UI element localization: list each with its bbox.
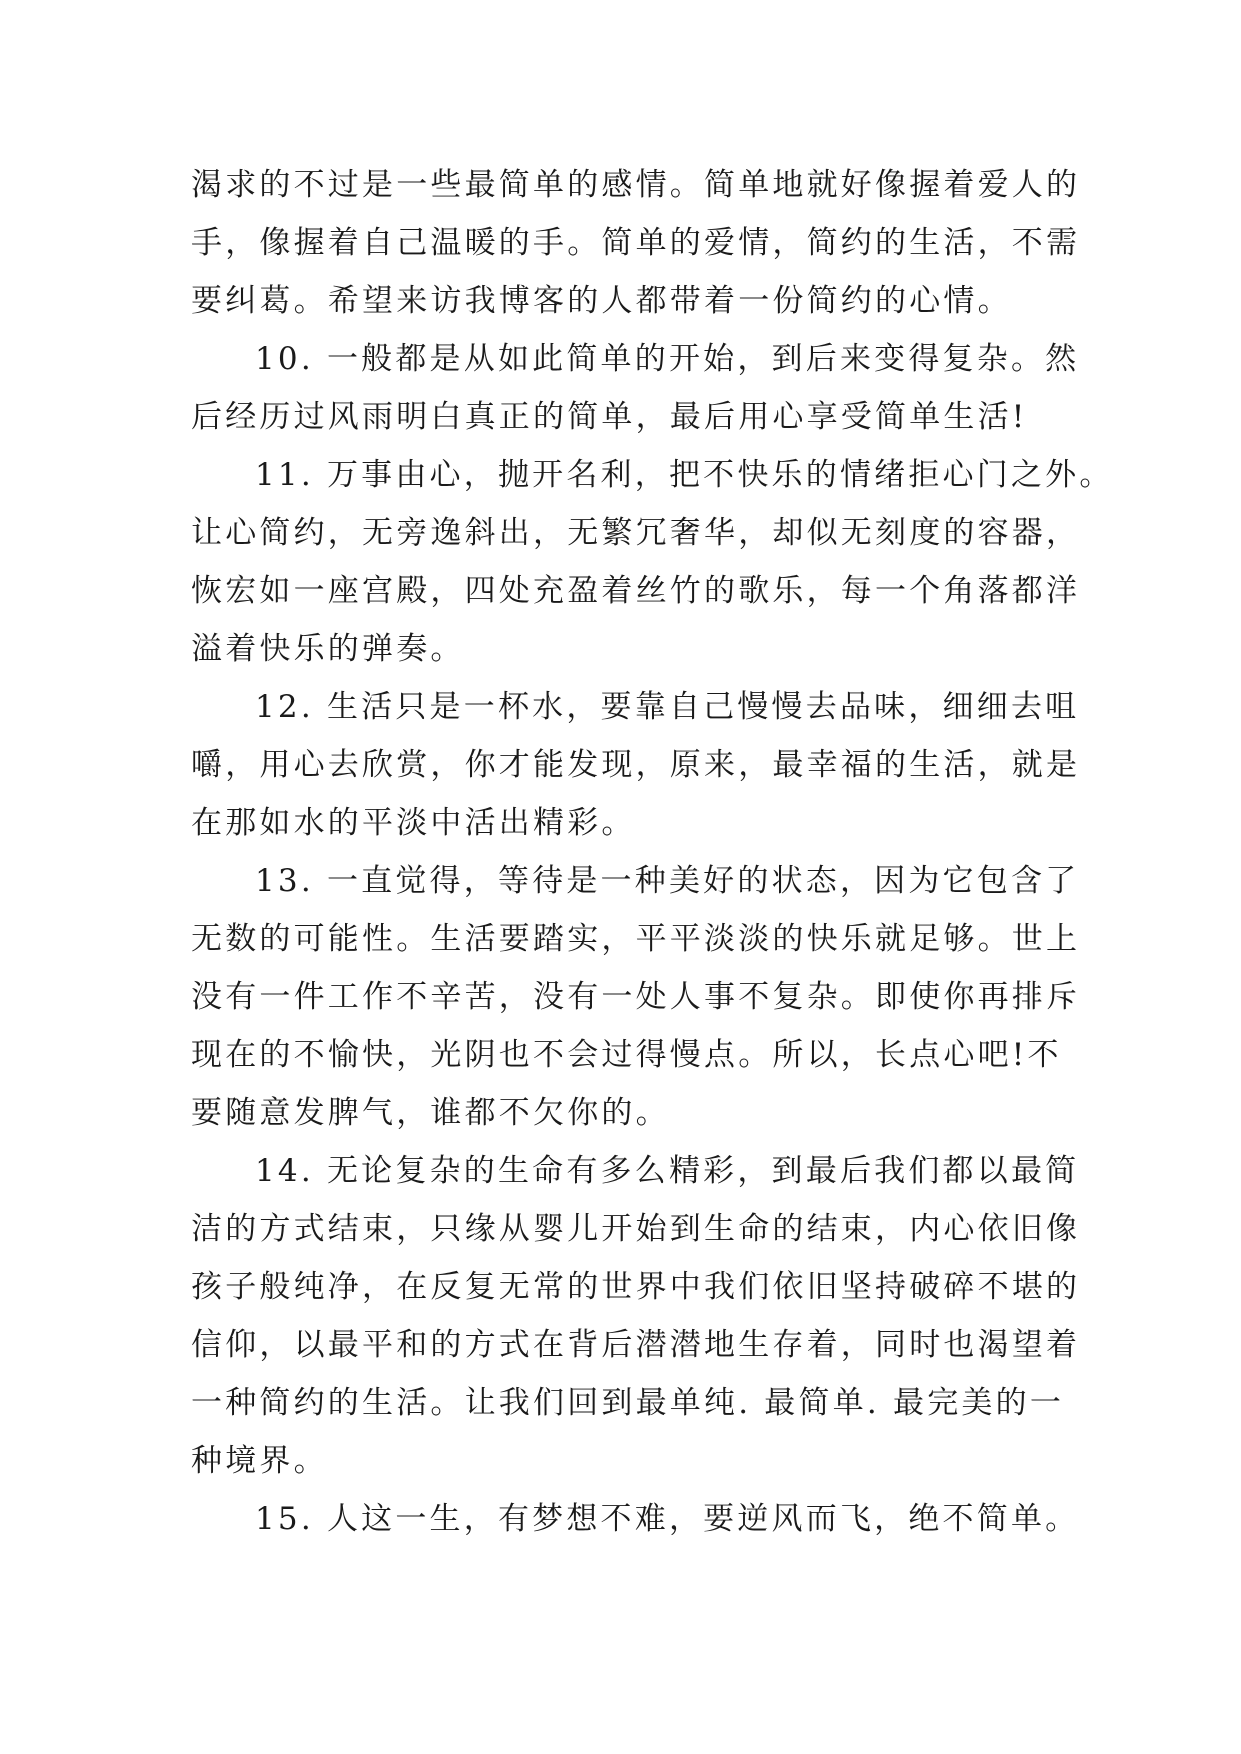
document-body (191, 156, 1114, 1548)
text-line: 11. 万事由心，抛开名利，把不快乐的情绪拒心门之外。 (255, 457, 1114, 493)
text-line: 渴求的不过是一些最简单的感情。简单地就好像握着爱人的 (191, 167, 1081, 203)
text-line: 12. 生活只是一杯水，要靠自己慢慢去品味，细细去咀 (255, 689, 1080, 725)
text-line: 要随意发脾气，谁都不欠你的。 (191, 1095, 670, 1131)
text-line: 一种简约的生活。让我们回到最单纯. 最简单. 最完美的一 (191, 1385, 1065, 1421)
text-line: 孩子般纯净，在反复无常的世界中我们依旧坚持破碎不堪的 (191, 1269, 1081, 1305)
text-line: 手，像握着自己温暖的手。简单的爱情，简约的生活，不需 (191, 225, 1081, 261)
text-line: 13. 一直觉得，等待是一种美好的状态，因为它包含了 (255, 863, 1080, 899)
text-line: 嚼，用心去欣赏，你才能发现，原来，最幸福的生活，就是 (191, 747, 1081, 783)
text-line: 洁的方式结束，只缘从婴儿开始到生命的结束，内心依旧像 (191, 1211, 1081, 1247)
text-line: 无数的可能性。生活要踏实，平平淡淡的快乐就足够。世上 (191, 921, 1081, 957)
text-line: 溢着快乐的弹奏。 (191, 631, 465, 667)
text-line: 15. 人这一生，有梦想不难，要逆风而飞，绝不简单。 (255, 1501, 1080, 1537)
text-line: 种境界。 (191, 1443, 328, 1479)
text-line: 14. 无论复杂的生命有多么精彩，到最后我们都以最简 (255, 1153, 1080, 1189)
text-line: 让心简约，无旁逸斜出，无繁冗奢华，却似无刻度的容器， (191, 515, 1081, 551)
text-line: 没有一件工作不辛苦，没有一处人事不复杂。即使你再排斥 (191, 979, 1081, 1015)
text-line: 恢宏如一座宫殿，四处充盈着丝竹的歌乐，每一个角落都洋 (191, 573, 1081, 609)
text-line: 在那如水的平淡中活出精彩。 (191, 805, 636, 841)
text-line: 信仰，以最平和的方式在背后潜潜地生存着，同时也渴望着 (191, 1327, 1081, 1363)
text-line: 要纠葛。希望来访我博客的人都带着一份简约的心情。 (191, 283, 1012, 319)
text-line: 现在的不愉快，光阴也不会过得慢点。所以，长点心吧!不 (191, 1037, 1062, 1073)
text-line: 10. 一般都是从如此简单的开始，到后来变得复杂。然 (255, 341, 1080, 377)
text-line: 后经历过风雨明白真正的简单，最后用心享受简单生活! (191, 399, 1028, 435)
